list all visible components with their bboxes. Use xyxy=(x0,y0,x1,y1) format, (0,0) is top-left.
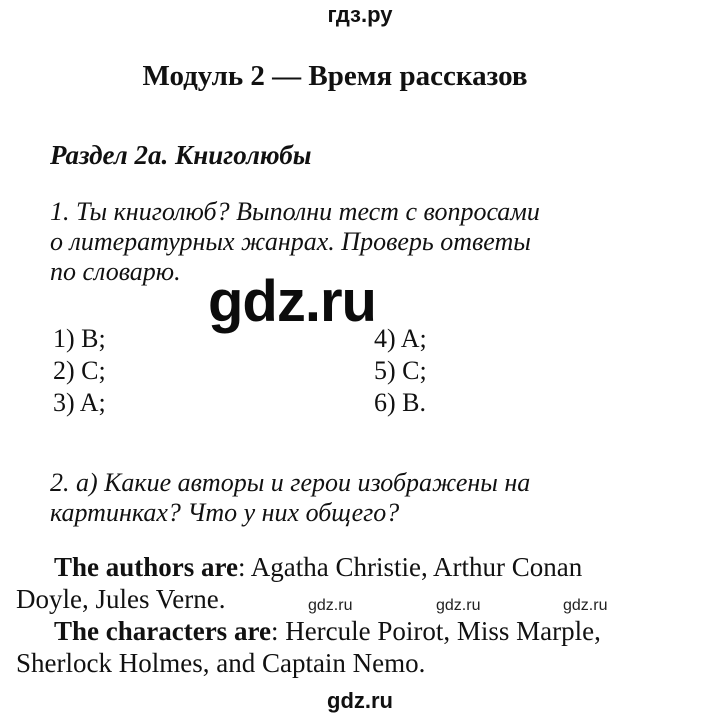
watermark-small: gdz.ru xyxy=(436,597,481,614)
answer-item: 2) C; xyxy=(53,356,106,385)
characters-list: : Hercule Poirot, Miss Marple, xyxy=(270,616,601,646)
watermark-small: gdz.ru xyxy=(563,597,608,614)
authors-paragraph xyxy=(16,551,582,615)
task-1-line: о литературных жанрах. Проверь ответы xyxy=(50,227,531,256)
answers-left xyxy=(53,323,106,419)
watermark-small: gdz.ru xyxy=(308,597,353,614)
task-2-line: картинках? Что у них общего? xyxy=(50,498,400,527)
characters-paragraph xyxy=(16,615,601,679)
task-1-line: 1. Ты книголюб? Выполни тест с вопросами xyxy=(50,197,540,226)
answer-item: 5) C; xyxy=(374,356,427,385)
site-footer[interactable]: gdz.ru xyxy=(327,688,393,713)
section-heading: Раздел 2а. Книголюбы xyxy=(50,140,312,170)
answer-item: 6) B. xyxy=(374,388,426,417)
answer-item: 4) A; xyxy=(374,324,427,353)
answers-right xyxy=(374,323,427,419)
page-title: Модуль 2 — Время рассказов xyxy=(142,60,528,92)
task-1-line: по словарю. xyxy=(50,257,181,286)
answer-item: 3) A; xyxy=(53,388,106,417)
watermark: gdz.ru xyxy=(208,269,376,334)
authors-label: The authors are xyxy=(54,552,239,582)
characters-label: The characters are xyxy=(54,616,271,646)
site-header[interactable]: гдз.ру xyxy=(327,2,393,27)
task-2-line: 2. а) Какие авторы и герои изображены на xyxy=(50,468,531,497)
authors-list: : Agatha Christie, Arthur Conan xyxy=(238,552,583,582)
task-2-text xyxy=(50,468,530,528)
characters-list-continued: Sherlock Holmes, and Captain Nemo. xyxy=(16,648,426,678)
answer-item: 1) B; xyxy=(53,324,106,353)
authors-list-continued: Doyle, Jules Verne. xyxy=(16,584,226,614)
